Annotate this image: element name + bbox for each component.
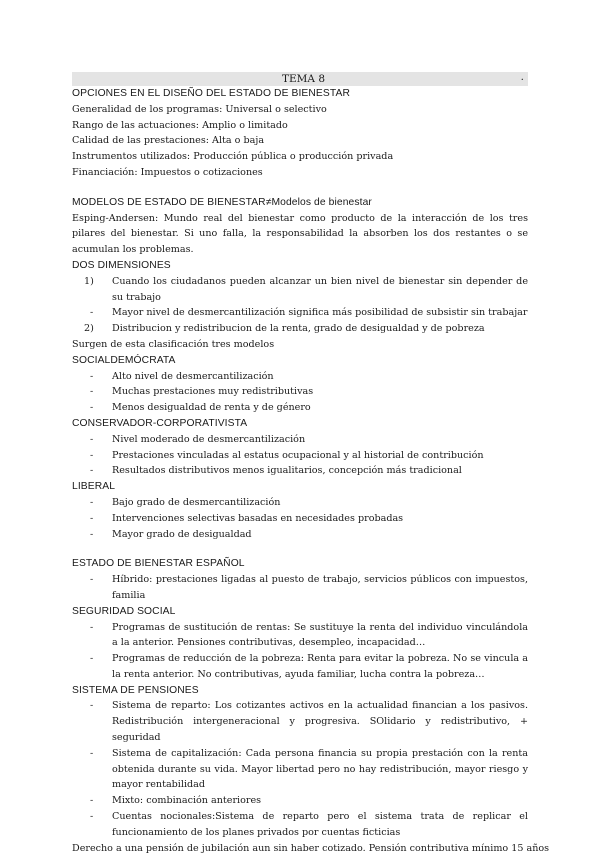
list-item-text: Sistema de reparto: Los cotizantes activos en la actualidad financian a los pasivos. Redistribución intergeneracional y progresiva. SOlidario y redistributivo, + seguridad <box>112 700 528 744</box>
list-item <box>72 651 528 683</box>
subheading-dimensiones: DOS DIMENSIONES <box>72 259 171 271</box>
spacer <box>72 181 528 195</box>
spacer <box>72 542 528 556</box>
dash-marker: - <box>90 574 94 586</box>
list-item-text: Sistema de capitalización: Cada persona financia su propia prestación con la renta obtenida durante su vida. Mayor libertad pero no hay redistribución, mayor riesgo y mayor rentabilidad <box>112 747 528 791</box>
list-item <box>72 698 528 745</box>
opciones-line: Generalidad de los programas: Universal o selectivo <box>72 103 327 115</box>
list-item <box>72 448 528 464</box>
dash-marker: - <box>90 386 94 398</box>
list-item-text: Mixto: combinación anteriores <box>112 795 262 807</box>
list-item <box>72 620 528 652</box>
list-marker: 2) <box>84 323 94 335</box>
list-item <box>72 809 528 841</box>
section-heading-espanol: ESTADO DE BIENESTAR ESPAÑOL <box>72 558 245 570</box>
list-item-text: Cuando los ciudadanos pueden alcanzar un bien nivel de bienestar sin depender de su trabajo <box>112 275 528 303</box>
list-item-text: Prestaciones vinculadas al estatus ocupacional y al historial de contribución <box>112 449 484 461</box>
topic-title: TEMA 8 <box>282 73 326 85</box>
list-item-text: Programas de reducción de la pobreza: Renta para evitar la pobreza. No se vincula a la renta anterior. No contributivas, ayuda familiar, lucha contra la pobreza… <box>112 653 528 680</box>
list-item-text: Alto nivel de desmercantilización <box>112 370 274 382</box>
dash-marker: - <box>90 747 94 759</box>
list-item-text: Menos desigualdad de renta y de género <box>112 402 311 414</box>
list-item-text: Nivel moderado de desmercantilización <box>112 433 306 445</box>
subheading-pensiones: SISTEMA DE PENSIONES <box>72 684 199 696</box>
dash-marker: - <box>90 433 94 445</box>
list-item-text: Muchas prestaciones muy redistributivas <box>112 386 314 398</box>
dash-marker: - <box>90 621 94 633</box>
dash-marker: - <box>90 465 94 477</box>
opciones-line: Financiación: Impuestos o cotizaciones <box>72 166 263 178</box>
subheading-liberal: LIBERAL <box>72 481 116 493</box>
list-item <box>72 746 528 793</box>
list-item <box>72 527 528 543</box>
list-item <box>72 384 528 400</box>
list-item <box>72 793 528 809</box>
list-item-text: Resultados distributivos menos igualitarios, concepción más tradicional <box>112 465 462 477</box>
document-page <box>72 71 550 856</box>
list-marker: - <box>90 307 94 319</box>
esping-andersen-paragraph: Esping-Andersen: Mundo real del bienestar como producto de la interacción de los tres pilares del bienestar. Si uno falla, la responsabilidad la absorben los dos restantes o se acumulan los problemas. <box>72 212 528 256</box>
section-heading-modelos: MODELOS DE ESTADO DE BIENESTAR≠Modelos de bienestar <box>72 196 372 208</box>
list-item-text: Híbrido: prestaciones ligadas al puesto de trabajo, servicios públicos con impuestos, familia <box>112 574 528 601</box>
pension-footer-line: Derecho a una pensión de jubilación aun sin haber cotizado. Pensión contributiva mínimo 15 años <box>72 842 550 854</box>
dash-marker: - <box>90 512 94 524</box>
dash-marker: - <box>90 496 94 508</box>
dash-marker: - <box>90 811 94 823</box>
list-item-text: Distribucion y redistribucion de la renta, grado de desigualdad y de pobreza <box>112 323 485 335</box>
list-item-text: Intervenciones selectivas basadas en necesidades probadas <box>112 512 404 524</box>
dash-marker: - <box>90 653 94 665</box>
dash-marker: - <box>90 528 94 540</box>
opciones-line: Calidad de las prestaciones: Alta o baja <box>72 135 265 147</box>
list-item <box>72 432 528 448</box>
list-item <box>72 511 528 527</box>
topic-header-bar <box>72 72 528 86</box>
list-item <box>72 495 528 511</box>
models-intro: Surgen de esta clasificación tres modelos <box>72 338 275 350</box>
list-item <box>72 369 528 385</box>
subheading-conservador: CONSERVADOR-CORPORATIVISTA <box>72 417 248 429</box>
list-item-text: Mayor grado de desigualdad <box>112 528 252 540</box>
list-item-text: Programas de sustitución de rentas: Se sustituye la renta del individuo vinculándola a la anterior. Pensiones contributivas, desempleo, incapacidad… <box>112 621 528 649</box>
opciones-line: Instrumentos utilizados: Producción pública o producción privada <box>72 151 394 163</box>
list-item <box>72 463 528 479</box>
list-item <box>72 400 528 416</box>
list-item-text: Cuentas nocionales:Sistema de reparto pero el sistema trata de replicar el funcionamiento de los planes privados por cuentas ficticias <box>112 811 528 838</box>
dash-marker: - <box>90 370 94 382</box>
list-item-text: Mayor nivel de desmercantilización significa más posibilidad de subsistir sin trabajar <box>112 307 528 319</box>
list-item <box>72 305 528 321</box>
header-trailing-dot: . <box>520 71 524 83</box>
list-marker: 1) <box>84 275 94 287</box>
list-item <box>72 572 528 604</box>
dash-marker: - <box>90 700 94 712</box>
dash-marker: - <box>90 402 94 414</box>
dash-marker: - <box>90 449 94 461</box>
subheading-seguridad-social: SEGURIDAD SOCIAL <box>72 605 176 617</box>
list-item-text: Bajo grado de desmercantilización <box>112 496 281 508</box>
opciones-line: Rango de las actuaciones: Amplio o limitado <box>72 119 288 131</box>
list-item <box>72 274 528 306</box>
list-item <box>72 321 528 337</box>
subheading-socialdemocrata: SOCIALDEMÓCRATA <box>72 354 176 366</box>
section-heading-opciones: OPCIONES EN EL DISEÑO DEL ESTADO DE BIENESTAR <box>72 88 350 99</box>
dash-marker: - <box>90 795 94 807</box>
